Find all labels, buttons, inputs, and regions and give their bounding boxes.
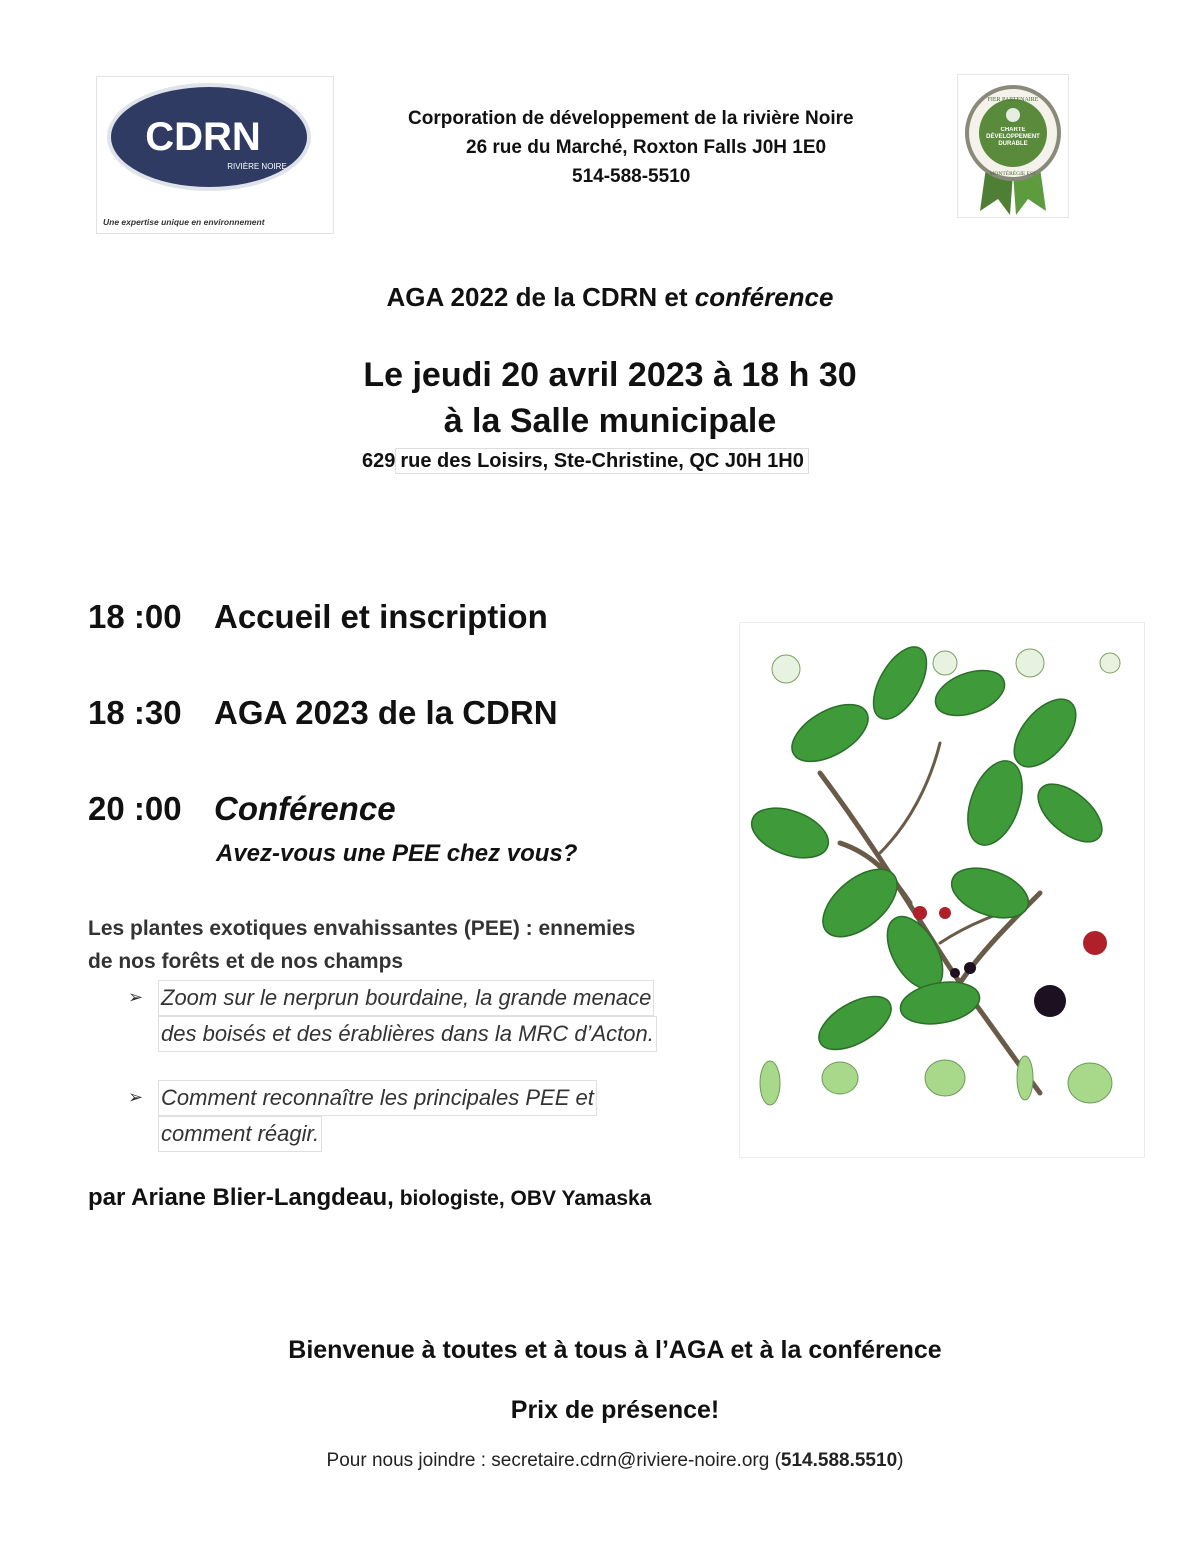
event-date: Le jeudi 20 avril 2023 à 18 h 30 <box>363 356 857 394</box>
charter-badge <box>957 74 1069 218</box>
event-title <box>200 282 1020 313</box>
badge-graphic <box>958 75 1068 217</box>
buckthorn-illustration <box>740 623 1144 1157</box>
badge-bottom-text: MONTÉRÉGIE EST <box>989 171 1037 177</box>
welcome-message: Bienvenue à toutes et à tous à l’AGA et à la conférence <box>288 1336 942 1364</box>
schedule-item <box>88 790 396 828</box>
prize-message: Prix de présence! <box>510 1396 720 1424</box>
org-phone: 514-588-5510 <box>572 166 691 187</box>
intro-line: de nos forêts et de nos champs <box>88 950 404 973</box>
schedule-time: 18 :30 <box>88 694 182 731</box>
bullet-line: des boisés et des érablières dans la MRC d’Acton. <box>158 1016 657 1052</box>
schedule-item <box>88 598 548 636</box>
cdrn-logo <box>96 76 334 234</box>
speaker-name: par Ariane Blier-Langdeau, <box>88 1184 394 1211</box>
conference-intro <box>88 912 708 978</box>
event-when-where <box>200 352 1020 444</box>
contact-line <box>100 1450 1130 1472</box>
event-title-italic: conférence <box>694 282 834 312</box>
arrow-bullet-icon: ➢ <box>128 987 144 1007</box>
schedule-time: 20 :00 <box>88 790 182 827</box>
event-address <box>362 450 809 473</box>
cdrn-logo-graphic <box>97 77 333 233</box>
logo-subtext: RIVIÈRE NOIRE <box>227 162 287 171</box>
event-venue: à la Salle municipale <box>443 402 777 440</box>
bullet-text <box>158 980 657 1052</box>
schedule-label: AGA 2023 de la CDRN <box>214 694 558 731</box>
badge-top-text: FIER PARTENAIRE <box>987 97 1039 103</box>
contact-phone: 514.588.5510 <box>780 1450 898 1471</box>
bullet-item <box>128 980 728 1050</box>
contact-suffix: ) <box>897 1450 904 1471</box>
bullet-text <box>158 1080 597 1152</box>
conference-subtitle: Avez-vous une PEE chez vous? <box>216 840 578 867</box>
badge-center-text: CHARTE DÉVELOPPEMENT DURABLE <box>986 127 1040 147</box>
speaker <box>88 1184 651 1212</box>
address-street: rue des Loisirs, Ste-Christine, QC J0H 1H0 <box>395 448 808 474</box>
intro-line: Les plantes exotiques envahissantes (PEE) : ennemies <box>88 917 636 940</box>
logo-tagline: Une expertise unique en environnement <box>103 217 265 227</box>
schedule-label: Conférence <box>214 790 396 827</box>
plant-illustration <box>739 622 1145 1158</box>
event-title-main: AGA 2022 de la CDRN et <box>386 282 695 312</box>
schedule-time: 18 :00 <box>88 598 182 635</box>
organization-info <box>380 104 920 191</box>
bullet-item <box>128 1080 728 1150</box>
org-address: 26 rue du Marché, Roxton Falls J0H 1E0 <box>466 137 827 158</box>
bullet-line: comment réagir. <box>158 1116 322 1152</box>
org-name: Corporation de développement de la rivière Noire <box>408 108 854 129</box>
speaker-role: biologiste, OBV Yamaska <box>393 1187 652 1210</box>
contact-prefix: Pour nous joindre : secretaire.cdrn@riviere-noire.org ( <box>326 1450 781 1471</box>
bullet-line: Comment reconnaître les principales PEE et <box>158 1080 597 1116</box>
schedule-label: Accueil et inscription <box>214 598 548 635</box>
logo-text: CDRN <box>145 115 261 159</box>
arrow-bullet-icon: ➢ <box>128 1087 144 1107</box>
address-number: 629 <box>362 450 396 472</box>
bullet-line: Zoom sur le nerprun bourdaine, la grande menace <box>158 980 654 1016</box>
schedule-item <box>88 694 558 732</box>
